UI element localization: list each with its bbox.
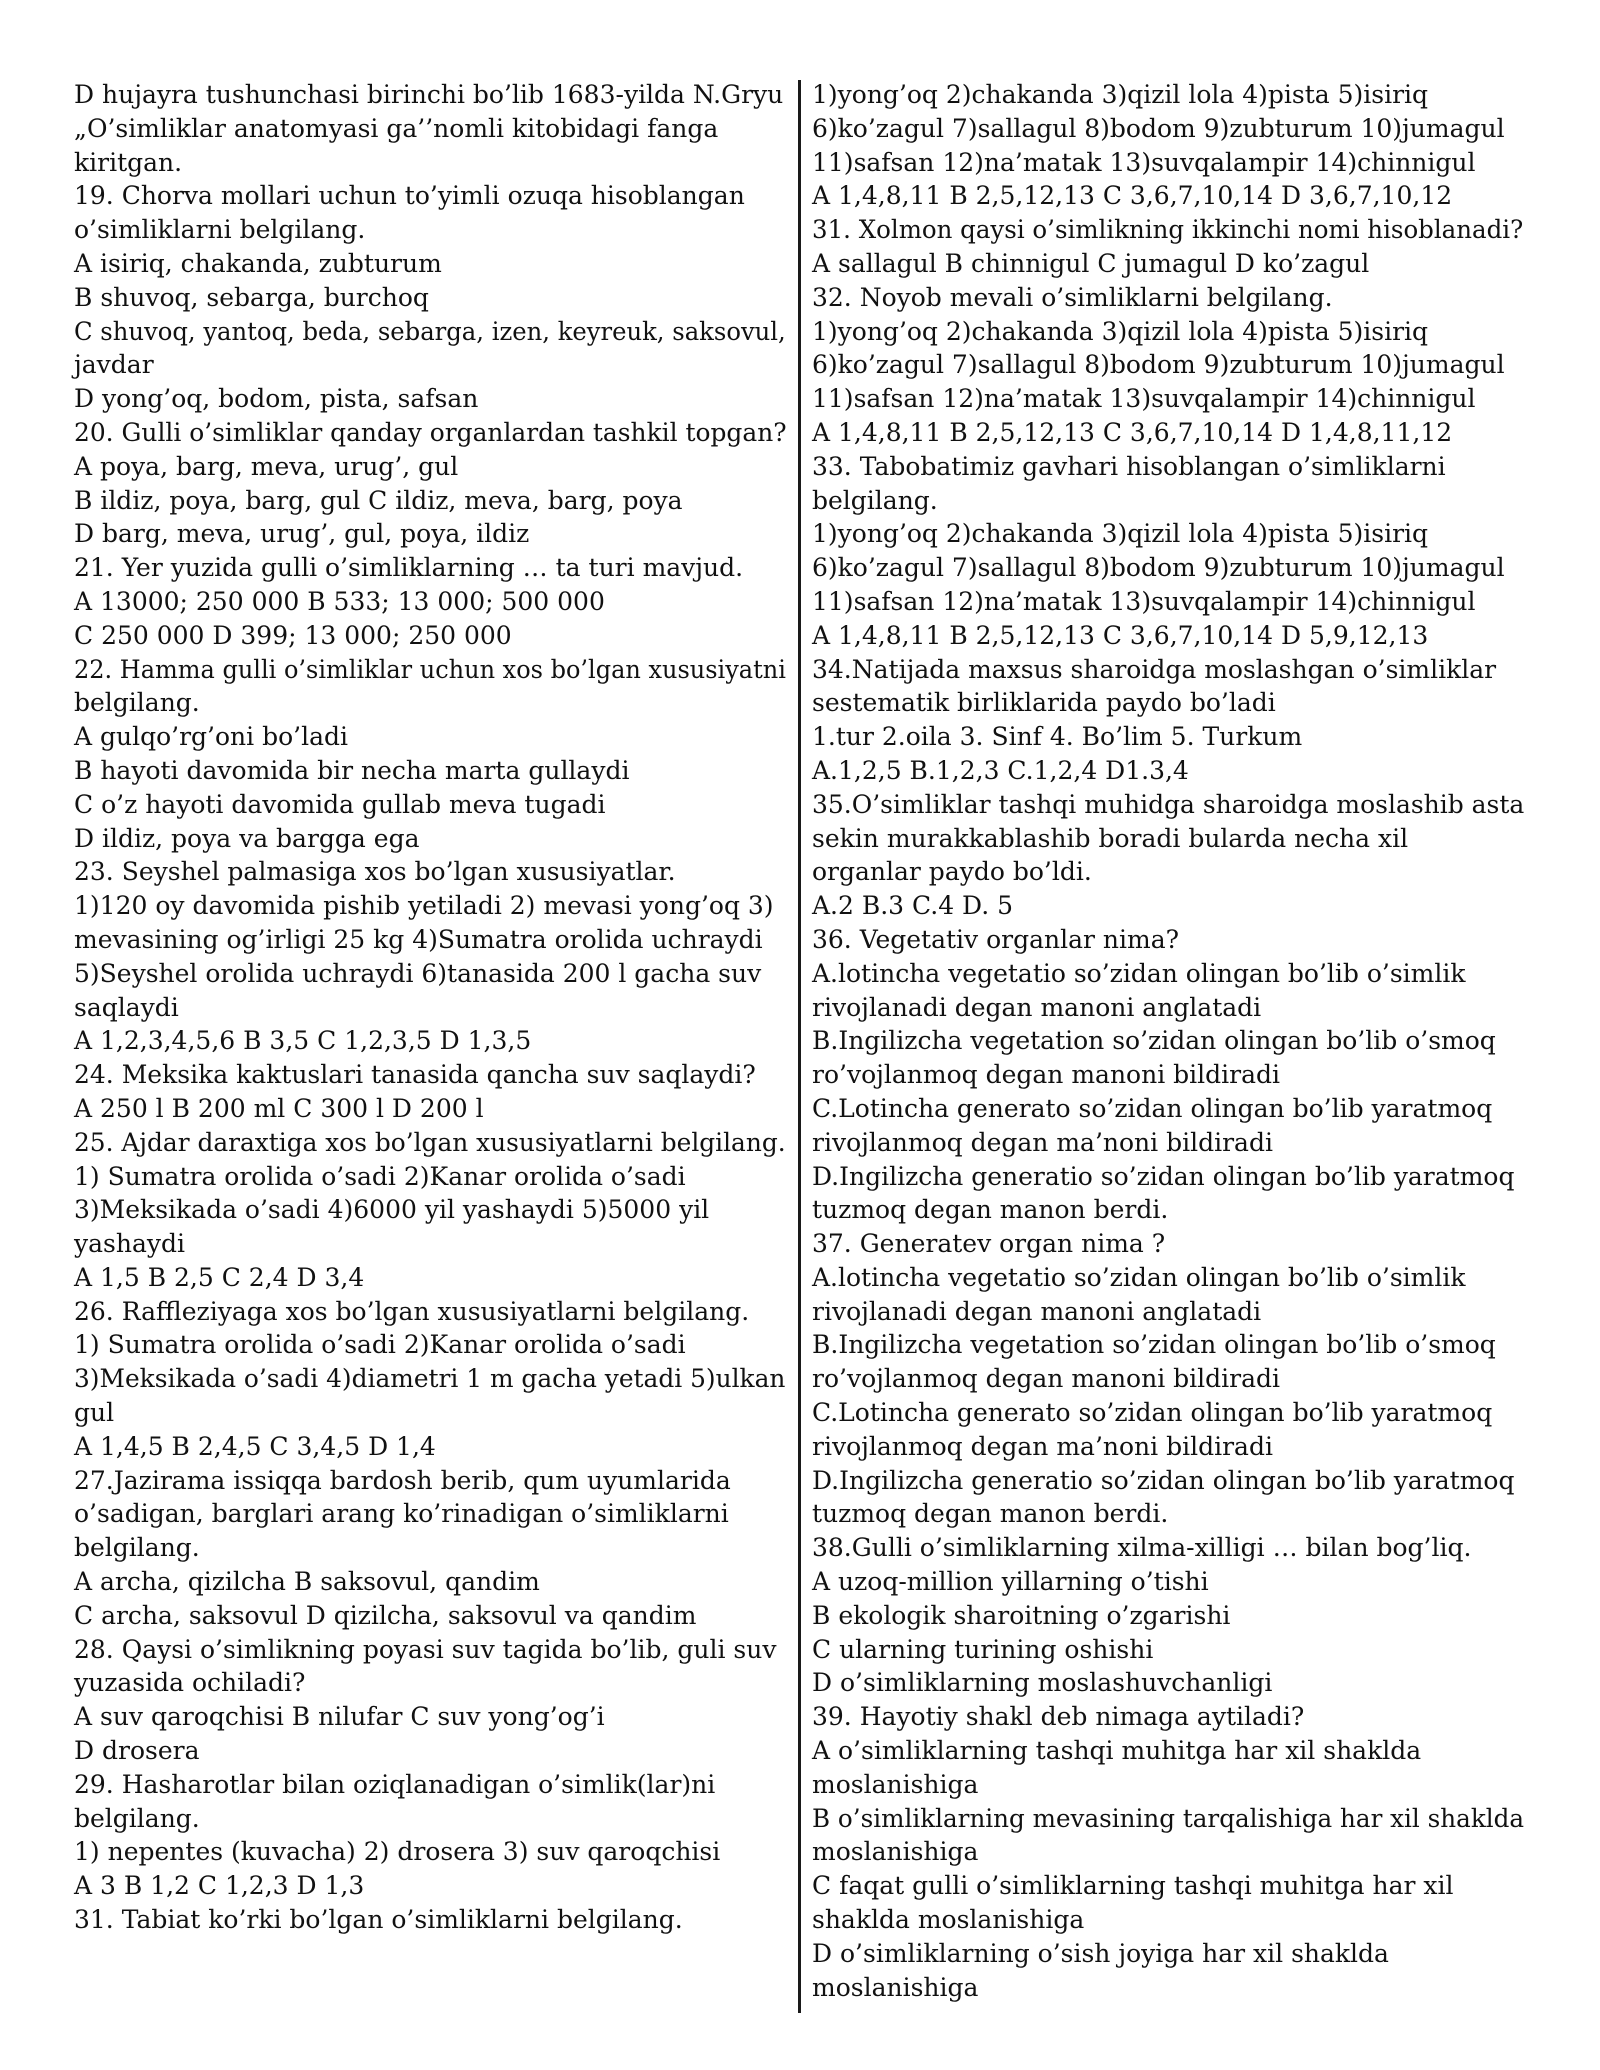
text-line: D drosera: [74, 1736, 200, 1766]
text-line: A.1,2,5 B.1,2,3 C.1,2,4 D1.3,4: [812, 755, 1189, 785]
text-line: C archa, saksovul D qizilcha, saksovul va qandim: [74, 1600, 697, 1630]
text-line: A 250 l B 200 ml C 300 l D 200 l: [74, 1093, 484, 1123]
text-line: 3)Meksikada o’sadi 4)6000 yil yashaydi 5)5000 yil: [74, 1195, 710, 1225]
text-line: D hujayra tushunchasi birinchi bo’lib 1683-yilda N.Gryu: [74, 80, 784, 109]
text-line: 33. Tabobatimiz gavhari hisoblangan o’simliklarni: [812, 451, 1446, 481]
text-line: D ildiz, poya va bargga ega: [74, 823, 420, 853]
text-line: B o’simliklarning mevasining tarqalishiga har xil shaklda: [812, 1803, 1525, 1833]
text-line: 22. Hamma gulli o’simliklar uchun xos bo’lgan xususiyatni: [74, 654, 786, 684]
text-line: 6)ko’zagul 7)sallagul 8)bodom 9)zubturum 10)jumagul: [812, 350, 1505, 380]
text-line: belgilang.: [74, 688, 200, 718]
text-line: D.Ingilizcha generatio so’zidan olingan bo’lib yaratmoq: [812, 1465, 1515, 1495]
text-line: A 1,2,3,4,5,6 B 3,5 C 1,2,3,5 D 1,3,5: [74, 1026, 532, 1056]
text-line: 31. Tabiat ko’rki bo’lgan o’simliklarni belgilang.: [74, 1905, 683, 1935]
text-line: mevasining og’irligi 25 kg 4)Sumatra orolida uchraydi: [74, 924, 763, 954]
text-line: moslanishiga: [812, 1769, 979, 1799]
text-line: B hayoti davomida bir necha marta gullaydi: [74, 755, 630, 785]
text-line: B.Ingilizcha vegetation so’zidan olingan bo’lib o’smoq: [812, 1330, 1496, 1360]
text-line: A 13000; 250 000 B 533; 13 000; 500 000: [74, 586, 605, 616]
column-divider: [798, 80, 801, 2013]
text-line: C faqat gulli o’simliklarning tashqi muhitga har xil: [812, 1871, 1454, 1901]
text-line: shaklda moslanishiga: [812, 1905, 1085, 1935]
text-line: 37. Generatev organ nima ?: [812, 1229, 1166, 1259]
text-line: o’sadigan, barglari arang ko’rinadigan o’simliklarni: [74, 1499, 729, 1529]
text-line: rivojlanmoq degan ma’noni bildiradi: [812, 1127, 1273, 1157]
text-line: rivojlanadi degan manoni anglatadi: [812, 1296, 1262, 1326]
text-line: javdar: [74, 350, 154, 380]
text-line: 11)safsan 12)na’matak 13)suvqalampir 14)chinnigul: [812, 586, 1476, 616]
text-line: ro’vojlanmoq degan manoni bildiradi: [812, 1364, 1280, 1394]
text-line: A 3 B 1,2 C 1,2,3 D 1,3: [74, 1871, 365, 1901]
text-line: yashaydi: [74, 1229, 185, 1259]
text-line: 24. Meksika kaktuslari tanasida qancha suv saqlaydi?: [74, 1060, 756, 1090]
text-line: A 1,4,8,11 B 2,5,12,13 C 3,6,7,10,14 D 1,4,8,11,12: [812, 417, 1453, 447]
text-line: D o’simliklarning o’sish joyiga har xil shaklda: [812, 1938, 1389, 1968]
text-line: belgilang.: [74, 1533, 200, 1563]
text-line: 20. Gulli o’simliklar qanday organlardan tashkil topgan?: [74, 417, 787, 447]
text-line: 29. Hasharotlar bilan oziqlanadigan o’simlik(lar)ni: [74, 1769, 716, 1799]
text-line: 28. Qaysi o’simlikning poyasi suv tagida bo’lib, guli suv: [74, 1634, 777, 1664]
text-line: gul: [74, 1398, 115, 1428]
text-line: A.lotincha vegetatio so’zidan olingan bo’lib o’simlik: [812, 1262, 1466, 1292]
text-line: 3)Meksikada o’sadi 4)diametri 1 m gacha yetadi 5)ulkan: [74, 1364, 786, 1394]
text-line: organlar paydo bo’ldi.: [812, 857, 1092, 887]
text-line: sekin murakkablashib boradi bularda necha xil: [812, 823, 1409, 853]
text-line: A poya, barg, meva, urug’, gul: [74, 451, 459, 481]
text-line: A suv qaroqchisi B nilufar C suv yong’og’i: [74, 1702, 605, 1732]
text-line: 1) Sumatra orolida o’sadi 2)Kanar orolida o’sadi: [74, 1161, 686, 1191]
text-line: A sallagul B chinnigul C jumagul D ko’zagul: [812, 248, 1370, 278]
text-line: C o’z hayoti davomida gullab meva tugadi: [74, 789, 606, 819]
text-line: saqlaydi: [74, 992, 179, 1022]
text-line: 31. Xolmon qaysi o’simlikning ikkinchi nomi hisoblanadi?: [812, 215, 1524, 245]
text-line: belgilang.: [812, 485, 938, 515]
text-line: 21. Yer yuzida gulli o’simliklarning … ta turi mavjud.: [74, 553, 744, 583]
text-line: 1)yong’oq 2)chakanda 3)qizil lola 4)pista 5)isiriq: [812, 316, 1429, 346]
text-line: C shuvoq, yantoq, beda, sebarga, izen, keyreuk, saksovul,: [74, 316, 786, 346]
text-line: 1.tur 2.oila 3. Sinf 4. Bo’lim 5. Turkum: [812, 722, 1303, 752]
left-column: [74, 78, 786, 1937]
text-line: 6)ko’zagul 7)sallagul 8)bodom 9)zubturum 10)jumagul: [812, 553, 1505, 583]
text-line: A uzoq-million yillarning o’tishi: [812, 1567, 1209, 1597]
text-line: A isiriq, chakanda, zubturum: [74, 248, 442, 278]
text-line: 5)Seyshel orolida uchraydi 6)tanasida 200 l gacha suv: [74, 958, 762, 988]
text-line: B shuvoq, sebarga, burchoq: [74, 282, 429, 312]
text-line: belgilang.: [74, 1803, 200, 1833]
text-line: moslanishiga: [812, 1837, 979, 1867]
text-line: A 1,5 B 2,5 C 2,4 D 3,4: [74, 1262, 365, 1292]
text-line: 26. Raffleziyaga xos bo’lgan xususiyatlarni belgilang.: [74, 1296, 750, 1326]
text-line: 6)ko’zagul 7)sallagul 8)bodom 9)zubturum 10)jumagul: [812, 113, 1505, 143]
text-line: tuzmoq degan manon berdi.: [812, 1499, 1169, 1529]
text-line: C.Lotincha generato so’zidan olingan bo’lib yaratmoq: [812, 1093, 1493, 1123]
text-line: D o’simliklarning moslashuvchanligi: [812, 1668, 1273, 1698]
text-line: yuzasida ochiladi?: [74, 1668, 306, 1698]
text-line: A 1,4,8,11 B 2,5,12,13 C 3,6,7,10,14 D 5,9,12,13: [812, 620, 1429, 650]
text-line: B.Ingilizcha vegetation so’zidan olingan bo’lib o’smoq: [812, 1026, 1496, 1056]
text-line: 34.Natijada maxsus sharoidga moslashgan o’simliklar: [812, 654, 1497, 684]
text-line: A gulqo’rg’oni bo’ladi: [74, 722, 348, 752]
text-line: A 1,4,5 B 2,4,5 C 3,4,5 D 1,4: [74, 1431, 436, 1461]
text-line: 11)safsan 12)na’matak 13)suvqalampir 14)chinnigul: [812, 147, 1476, 177]
text-line: A.lotincha vegetatio so’zidan olingan bo’lib o’simlik: [812, 958, 1466, 988]
text-line: A o’simliklarning tashqi muhitga har xil shaklda: [812, 1736, 1422, 1766]
text-line: 36. Vegetativ organlar nima?: [812, 924, 1180, 954]
text-line: 27.Jazirama issiqqa bardosh berib, qum uyumlarida: [74, 1465, 731, 1495]
text-line: D barg, meva, urug’, gul, poya, ildiz: [74, 519, 530, 549]
text-line: 1)yong’oq 2)chakanda 3)qizil lola 4)pista 5)isiriq: [812, 80, 1429, 109]
text-line: rivojlanadi degan manoni anglatadi: [812, 992, 1262, 1022]
text-line: 32. Noyob mevali o’simliklarni belgilang.: [812, 282, 1333, 312]
text-line: C.Lotincha generato so’zidan olingan bo’lib yaratmoq: [812, 1398, 1493, 1428]
text-line: 38.Gulli o’simliklarning xilma-xilligi … bilan bog’liq.: [812, 1533, 1472, 1563]
text-line: A archa, qizilcha B saksovul, qandim: [74, 1567, 540, 1597]
text-line: rivojlanmoq degan ma’noni bildiradi: [812, 1431, 1273, 1461]
text-line: 35.O’simliklar tashqi muhidga sharoidga moslashib asta: [812, 789, 1525, 819]
text-line: C ularning turining oshishi: [812, 1634, 1154, 1664]
text-line: 25. Ajdar daraxtiga xos bo’lgan xususiyatlarni belgilang.: [74, 1127, 786, 1157]
text-line: B ildiz, poya, barg, gul C ildiz, meva, barg, poya: [74, 485, 683, 515]
text-line: 1)120 oy davomida pishib yetiladi 2) mevasi yong’oq 3): [74, 891, 774, 921]
text-line: sestematik birliklarida paydo bo’ladi: [812, 688, 1276, 718]
text-line: kiritgan.: [74, 147, 183, 177]
right-column: [812, 78, 1524, 2004]
text-line: moslanishiga: [812, 1972, 979, 2002]
text-line: 1)yong’oq 2)chakanda 3)qizil lola 4)pista 5)isiriq: [812, 519, 1429, 549]
text-line: B ekologik sharoitning o’zgarishi: [812, 1600, 1231, 1630]
text-line: 19. Chorva mollari uchun to’yimli ozuqa hisoblangan: [74, 181, 745, 211]
text-line: A.2 B.3 C.4 D. 5: [812, 891, 1014, 921]
text-line: D.Ingilizcha generatio so’zidan olingan bo’lib yaratmoq: [812, 1161, 1515, 1191]
text-line: 23. Seyshel palmasiga xos bo’lgan xususiyatlar.: [74, 857, 676, 887]
text-line: tuzmoq degan manon berdi.: [812, 1195, 1169, 1225]
text-line: 39. Hayotiy shakl deb nimaga aytiladi?: [812, 1702, 1305, 1732]
text-line: „O’simliklar anatomyasi ga’’nomli kitobidagi fanga: [74, 113, 719, 143]
text-line: A 1,4,8,11 B 2,5,12,13 C 3,6,7,10,14 D 3,6,7,10,12: [812, 181, 1453, 211]
text-line: ro’vojlanmoq degan manoni bildiradi: [812, 1060, 1280, 1090]
text-line: 1) Sumatra orolida o’sadi 2)Kanar orolida o’sadi: [74, 1330, 686, 1360]
text-line: C 250 000 D 399; 13 000; 250 000: [74, 620, 512, 650]
text-line: 1) nepentes (kuvacha) 2) drosera 3) suv qaroqchisi: [74, 1837, 721, 1867]
text-line: 11)safsan 12)na’matak 13)suvqalampir 14)chinnigul: [812, 384, 1476, 414]
text-line: D yong’oq, bodom, pista, safsan: [74, 384, 479, 414]
text-line: o’simliklarni belgilang.: [74, 215, 366, 245]
